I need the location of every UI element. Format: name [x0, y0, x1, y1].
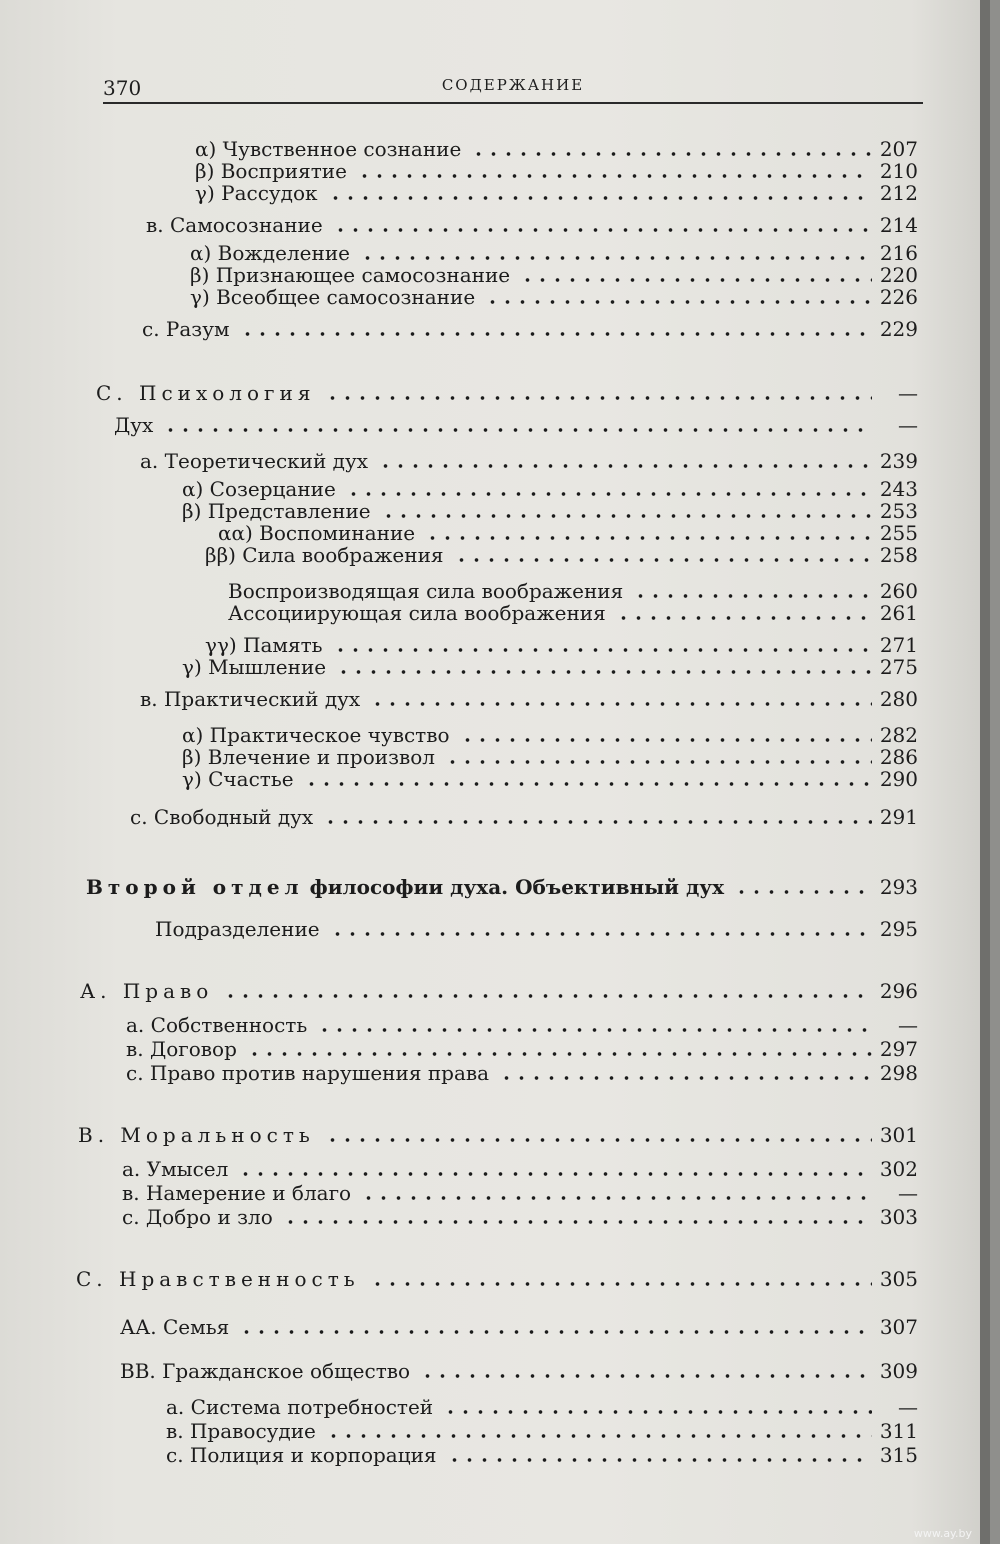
- leader-dots: [445, 760, 872, 764]
- toc-section-label: А. Право: [80, 979, 214, 1003]
- toc-entry: [182, 654, 918, 680]
- leader-dots: [333, 648, 872, 652]
- toc-entry-label: β) Влечение и произвол: [182, 745, 435, 769]
- toc-entry-label: α) Практическое чувство: [182, 723, 450, 747]
- toc-entry-label: γ) Мышление: [182, 655, 327, 679]
- toc-entry-label: с. Добро и зло: [122, 1205, 273, 1229]
- leader-dots: [460, 738, 872, 742]
- toc-entry-page: 303: [879, 1205, 918, 1229]
- leader-dots: [325, 1138, 872, 1142]
- leader-dots: [238, 1172, 872, 1176]
- toc-entry: [122, 1204, 918, 1230]
- toc-entry-page: 307: [879, 1315, 918, 1339]
- leader-dots: [370, 1282, 872, 1286]
- toc-entry: [155, 916, 918, 942]
- toc-section-label: В. Моральность: [78, 1123, 315, 1147]
- leader-dots: [304, 782, 872, 786]
- leader-dots: [420, 1374, 872, 1378]
- leader-dots: [357, 174, 872, 178]
- toc-entry-page: 291: [879, 805, 918, 829]
- toc-entry-page: 280: [879, 687, 918, 711]
- toc-entry-page: 271: [879, 633, 918, 657]
- toc-entry-page: 305: [879, 1267, 918, 1291]
- leader-dots: [239, 1330, 872, 1334]
- toc-entry-page: 220: [879, 263, 918, 287]
- toc-entry-page: 260: [879, 579, 918, 603]
- watermark: www.ay.by: [913, 1527, 972, 1540]
- toc-entry-page: —: [898, 1181, 918, 1205]
- toc-entry-page: 229: [879, 317, 918, 341]
- page-number: 370: [103, 76, 142, 100]
- toc-entry-page: 298: [879, 1061, 918, 1085]
- leader-dots: [325, 396, 872, 400]
- toc-entry-page: —: [898, 381, 918, 405]
- leader-dots: [499, 1076, 872, 1080]
- toc-section-label: С. Нравственность: [76, 1267, 360, 1291]
- toc-entry-page: 297: [879, 1037, 918, 1061]
- toc-entry-label: в. Договор: [126, 1037, 237, 1061]
- toc-section: [76, 1266, 918, 1292]
- toc-entry-label: с. Полиция и корпорация: [166, 1443, 437, 1467]
- toc-entry-label: ββ) Сила воображения: [205, 543, 444, 567]
- toc-entry-label: ВВ. Гражданское общество: [120, 1359, 411, 1383]
- toc-entry: [126, 1036, 918, 1062]
- toc-entry-label: γ) Рассудок: [195, 181, 318, 205]
- toc-entry: [122, 1156, 918, 1182]
- toc-entry: [182, 766, 918, 792]
- leader-dots: [336, 670, 872, 674]
- toc-entry-page: 216: [879, 241, 918, 265]
- toc-entry: [126, 1012, 918, 1038]
- toc-entry-label: в. Практический дух: [140, 687, 361, 711]
- toc-section: [96, 380, 918, 406]
- leader-dots: [240, 332, 872, 336]
- leader-dots: [616, 616, 872, 620]
- toc-entry: [205, 542, 918, 568]
- toc-entry-label: α) Чувственное сознание: [195, 137, 462, 161]
- toc-entry-label: αα) Воспоминание: [218, 521, 416, 545]
- toc-entry-label: Ассоциирующая сила воображения: [228, 601, 606, 625]
- toc-entry-page: 253: [879, 499, 918, 523]
- toc-entry: [166, 1442, 918, 1468]
- leader-dots: [326, 1434, 872, 1438]
- toc-entry-label: в. Намерение и благо: [122, 1181, 352, 1205]
- toc-entry-page: 275: [879, 655, 918, 679]
- toc-entry-label: γ) Счастье: [182, 767, 294, 791]
- leader-dots: [333, 228, 872, 232]
- toc-entry-label: а. Собственность: [126, 1013, 308, 1037]
- toc-entry-label: α) Вожделение: [190, 241, 350, 265]
- toc-entry-label: β) Восприятие: [195, 159, 347, 183]
- leader-dots: [283, 1220, 872, 1224]
- toc-entry-page: —: [898, 413, 918, 437]
- toc-entry-page: 282: [879, 723, 918, 747]
- leader-dots: [223, 994, 872, 998]
- toc-section: [80, 978, 918, 1004]
- leader-dots: [633, 594, 872, 598]
- toc-entry: [228, 600, 918, 626]
- toc-entry-page: 243: [879, 477, 918, 501]
- toc-entry: [122, 1180, 918, 1206]
- toc-entry-page: 226: [879, 285, 918, 309]
- toc-entry: [140, 686, 918, 712]
- leader-dots: [425, 536, 872, 540]
- toc-entry-label: β) Признающее самосознание: [190, 263, 511, 287]
- leader-dots: [328, 196, 872, 200]
- toc-section: [78, 1122, 918, 1148]
- toc-entry: [146, 212, 918, 238]
- leader-dots: [330, 932, 872, 936]
- leader-dots: [447, 1458, 872, 1462]
- toc-entry-label: в. Правосудие: [166, 1419, 316, 1443]
- toc-entry-page: 261: [879, 601, 918, 625]
- toc-entry: [142, 316, 918, 342]
- toc-entry-label: γ) Всеобщее самосознание: [190, 285, 476, 309]
- toc-entry-page: 311: [879, 1419, 918, 1443]
- toc-entry-page: 258: [879, 543, 918, 567]
- toc-entry-label: β) Представление: [182, 499, 371, 523]
- toc-entry-page: —: [898, 1395, 918, 1419]
- toc-entry-page: 255: [879, 521, 918, 545]
- toc-entry: [166, 1394, 918, 1420]
- leader-dots: [247, 1052, 872, 1056]
- leader-dots: [323, 820, 872, 824]
- leader-dots: [485, 300, 872, 304]
- toc-entry-label: с. Свободный дух: [130, 805, 314, 829]
- leader-dots: [370, 702, 872, 706]
- leader-dots: [378, 464, 872, 468]
- toc-entry: [126, 1060, 918, 1086]
- toc-entry: [120, 1358, 918, 1384]
- toc-entry: [166, 1418, 918, 1444]
- toc-entry-label: АА. Семья: [120, 1315, 230, 1339]
- toc-entry-label: в. Самосознание: [146, 213, 323, 237]
- toc-entry-page: 212: [879, 181, 918, 205]
- toc-entry-label: а. Умысел: [122, 1157, 229, 1181]
- toc-entry-page: 302: [879, 1157, 918, 1181]
- toc-entry: [130, 804, 918, 830]
- toc-part-heading: [86, 874, 918, 900]
- toc-part-label-tail: философии духа. Объективный дух: [309, 875, 725, 899]
- toc-entry-page: 290: [879, 767, 918, 791]
- leader-dots: [317, 1028, 872, 1032]
- toc-entry-label: Воспроизводящая сила воображения: [228, 579, 624, 603]
- toc-entry-page: 214: [879, 213, 918, 237]
- leader-dots: [520, 278, 872, 282]
- toc-entry-label: Дух: [114, 413, 154, 437]
- leader-dots: [471, 152, 872, 156]
- toc-section-label: С. Психология: [96, 381, 316, 405]
- toc-entry-page: 296: [879, 979, 918, 1003]
- toc-entry-label: γγ) Память: [205, 633, 323, 657]
- leader-dots: [360, 256, 872, 260]
- toc-entry-label: с. Право против нарушения права: [126, 1061, 490, 1085]
- leader-dots: [734, 890, 872, 894]
- toc-entry: [114, 412, 918, 438]
- leader-dots: [346, 492, 872, 496]
- toc-entry: [140, 448, 918, 474]
- toc-entry-page: —: [898, 1013, 918, 1037]
- leader-dots: [454, 558, 872, 562]
- toc-entry-label: а. Теоретический дух: [140, 449, 369, 473]
- toc-entry-page: 315: [879, 1443, 918, 1467]
- leader-dots: [163, 428, 872, 432]
- toc-entry: [195, 180, 918, 206]
- toc-entry-page: 210: [879, 159, 918, 183]
- leader-dots: [361, 1196, 872, 1200]
- toc-entry: [120, 1314, 918, 1340]
- running-title: СОДЕРЖАНИЕ: [441, 76, 585, 94]
- toc-entry-page: 293: [879, 875, 918, 899]
- leader-dots: [443, 1410, 872, 1414]
- toc-entry-label: с. Разум: [142, 317, 230, 341]
- toc-entry-label: а. Система потребностей: [166, 1395, 434, 1419]
- toc-entry-page: 301: [879, 1123, 918, 1147]
- toc-entry-page: 239: [879, 449, 918, 473]
- toc-entry-page: 295: [879, 917, 918, 941]
- toc-part-label: Второй отдел: [86, 875, 304, 899]
- toc-entry-label: α) Созерцание: [182, 477, 336, 501]
- toc-entry: [190, 284, 918, 310]
- toc-entry-page: 309: [879, 1359, 918, 1383]
- toc-entry-page: 207: [879, 137, 918, 161]
- toc-entry-page: 286: [879, 745, 918, 769]
- toc-entry-label: Подразделение: [155, 917, 320, 941]
- leader-dots: [381, 514, 872, 518]
